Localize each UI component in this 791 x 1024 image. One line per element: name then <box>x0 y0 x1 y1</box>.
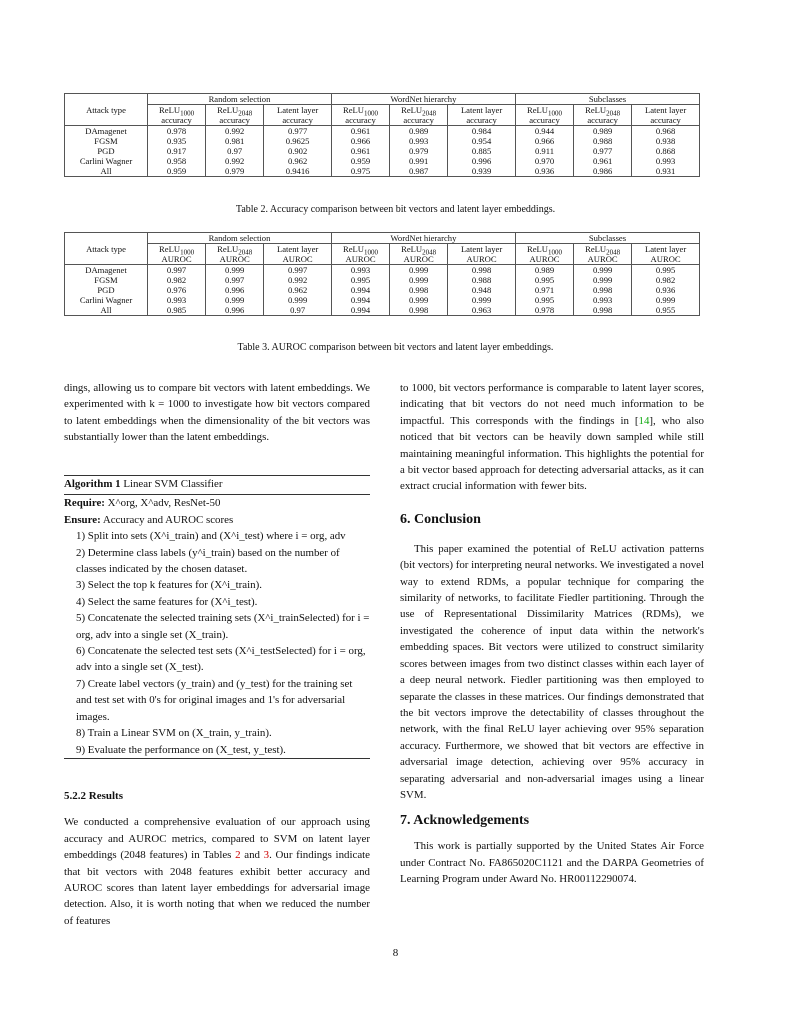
value-cell: 0.985 <box>148 305 206 316</box>
value-cell: 0.931 <box>632 166 700 177</box>
value-cell: 0.993 <box>574 295 632 305</box>
table-ref-link[interactable]: 3 <box>263 849 270 862</box>
algorithm-step: 9) Evaluate the performance on (X_test, y_test). <box>76 743 286 756</box>
group-header: Random selection <box>148 233 332 244</box>
ensure-line: Ensure: Accuracy and AUROC scores <box>64 513 234 526</box>
algorithm-body <box>64 495 370 758</box>
col-subheader: accuracy <box>206 115 264 126</box>
col-header: Latent layer <box>264 105 332 116</box>
table-row <box>65 305 700 316</box>
value-cell: 0.902 <box>264 146 332 156</box>
col-header: ReLU$_{2048}$ <box>390 244 448 255</box>
require-line: Require: X^org, X^adv, ResNet-50 <box>64 497 221 510</box>
value-cell: 0.961 <box>331 146 389 156</box>
attack-type-cell: PGD <box>65 146 148 156</box>
value-cell: 0.986 <box>574 166 632 177</box>
attack-type-header: Attack type <box>65 233 148 265</box>
value-cell: 0.9625 <box>264 136 332 146</box>
attack-type-cell: Carlini Wagner <box>65 156 148 166</box>
table-row <box>65 156 700 166</box>
value-cell: 0.987 <box>390 166 448 177</box>
table-row <box>65 265 700 276</box>
value-cell: 0.978 <box>148 126 206 137</box>
value-cell: 0.992 <box>264 275 332 285</box>
value-cell: 0.995 <box>515 295 573 305</box>
page-number: 8 <box>392 947 399 959</box>
group-header: WordNet hierarchy <box>331 94 515 105</box>
results-paragraph: We conducted a comprehensive evaluation of our approach using accuracy and AUROC metrics, compared to SVM on latent layer embeddings (2048 features) in Tables 2 and 3. Our findings indicate that bit vectors with 2048 features exhibit better accuracy and AUROC scores than latent layer embeddings for adversarial image detection. Also, it is worth noting that when we reduced the number of features <box>64 816 371 927</box>
value-cell: 0.994 <box>331 285 389 295</box>
value-cell: 0.996 <box>206 285 264 295</box>
value-cell: 0.999 <box>390 275 448 285</box>
table-row <box>65 166 700 177</box>
group-header: Subclasses <box>515 233 699 244</box>
algorithm-box <box>64 475 370 759</box>
col-subheader: AUROC <box>264 254 332 265</box>
value-cell: 0.999 <box>448 295 516 305</box>
col-subheader: AUROC <box>148 254 206 265</box>
value-cell: 0.991 <box>390 156 448 166</box>
col-header: ReLU$_{2048}$ <box>206 105 264 116</box>
col-subheader: accuracy <box>515 115 573 126</box>
col-subheader: accuracy <box>574 115 632 126</box>
col-header: Latent layer <box>448 105 516 116</box>
col-subheader: accuracy <box>632 115 700 126</box>
value-cell: 0.961 <box>574 156 632 166</box>
value-cell: 0.975 <box>331 166 389 177</box>
value-cell: 0.936 <box>515 166 573 177</box>
table-row <box>65 136 700 146</box>
value-cell: 0.993 <box>390 136 448 146</box>
value-cell: 0.998 <box>574 305 632 316</box>
value-cell: 0.939 <box>448 166 516 177</box>
value-cell: 0.995 <box>515 275 573 285</box>
algorithm-step: 2) Determine class labels (y^i_train) based on the number of classes indicated by the chosen dataset. <box>76 546 340 576</box>
table-2 <box>64 93 700 177</box>
table-row <box>65 275 700 285</box>
value-cell: 0.982 <box>632 275 700 285</box>
table-3-caption: Table 3. AUROC comparison between bit vectors and latent layer embeddings. <box>237 342 554 353</box>
algorithm-step: 5) Concatenate the selected training sets (X^i_trainSelected) for i = org, adv into a single set (X_train). <box>76 612 370 641</box>
value-cell: 0.978 <box>515 305 573 316</box>
value-cell: 0.998 <box>574 285 632 295</box>
col-subheader: accuracy <box>264 115 332 126</box>
value-cell: 0.944 <box>515 126 573 137</box>
attack-type-cell: FGSM <box>65 136 148 146</box>
value-cell: 0.968 <box>632 126 700 137</box>
col-header: Latent layer <box>632 105 700 116</box>
table-row <box>65 146 700 156</box>
value-cell: 0.999 <box>574 265 632 276</box>
right-paragraph: to 1000, bit vectors performance is comparable to latent layer scores, indicating that bit vectors do not need much information to be impactful. This corresponds with the findings in [14], who also noticed that bit vectors can be heavily down sampled while still maintaining meaningful information. This highlights the potential for a bit vector based approach for detecting adversarial attacks, as it can extract crucial information with fewer bits. <box>400 382 704 493</box>
col-subheader: accuracy <box>390 115 448 126</box>
conclusion-heading: 6. Conclusion <box>400 511 481 527</box>
value-cell: 0.966 <box>331 136 389 146</box>
value-cell: 0.97 <box>206 146 264 156</box>
col-subheader: AUROC <box>448 254 516 265</box>
value-cell: 0.989 <box>390 126 448 137</box>
value-cell: 0.982 <box>148 275 206 285</box>
col-header: ReLU$_{2048}$ <box>574 105 632 116</box>
col-header: ReLU$_{1000}$ <box>331 105 389 116</box>
value-cell: 0.936 <box>632 285 700 295</box>
col-subheader: accuracy <box>331 115 389 126</box>
value-cell: 0.999 <box>264 295 332 305</box>
ack-heading: 7. Acknowledgements <box>400 813 530 829</box>
table-row <box>65 126 700 137</box>
value-cell: 0.997 <box>148 265 206 276</box>
value-cell: 0.993 <box>331 265 389 276</box>
value-cell: 0.917 <box>148 146 206 156</box>
col-header: ReLU$_{2048}$ <box>390 105 448 116</box>
value-cell: 0.962 <box>264 156 332 166</box>
table-ref-link[interactable]: 2 <box>235 849 241 862</box>
value-cell: 0.998 <box>448 265 516 276</box>
col-subheader: AUROC <box>331 254 389 265</box>
value-cell: 0.996 <box>448 156 516 166</box>
value-cell: 0.994 <box>331 305 389 316</box>
algorithm-step: 3) Select the top k features for (X^i_train). <box>76 579 262 592</box>
value-cell: 0.970 <box>515 156 573 166</box>
algorithm-step: 6) Concatenate the selected test sets (X^i_testSelected) for i = org, adv into a single set (X_test). <box>76 645 366 674</box>
ack-paragraph: This work is partially supported by the United States Air Force under Contract No. FA865020C1121 and the DARPA Geometries of Learning Program under Award No. HR00112290074. <box>400 840 704 886</box>
value-cell: 0.998 <box>390 285 448 295</box>
table-2-caption: Table 2. Accuracy comparison between bit vectors and latent layer embeddings. <box>235 204 556 215</box>
value-cell: 0.977 <box>264 126 332 137</box>
col-header: ReLU$_{1000}$ <box>148 244 206 255</box>
attack-type-cell: PGD <box>65 285 148 295</box>
table-3 <box>64 232 700 316</box>
attack-type-cell: FGSM <box>65 275 148 285</box>
value-cell: 0.962 <box>264 285 332 295</box>
algorithm-step: 1) Split into sets (X^i_train) and (X^i_test) where i = org, adv <box>76 530 346 543</box>
citation-link[interactable]: 14 <box>638 414 650 427</box>
value-cell: 0.954 <box>448 136 516 146</box>
conclusion-paragraph: This paper examined the potential of ReLU activation patterns (bit vectors) for interpreting neural networks. We investigated a novel way to extend RDMs, a popular technique for comparing the similarity of networks, to facilitate Fiedler partitioning. Through the use of Representational Dissimilarity Matrices (RDMs), we investigated the coherence of input data within the network's embedding spaces. Bit vectors were utilized to construct similarity scores between images from two distinct classes within each layer of a deep neural network. Fiedler partitioning was then employed to separate the classes in these matrices. Our findings demonstrated that the bit vectors improve the detectability of classes throughout the network, with the final ReLU layer achieving over 95% separation accuracy. Furthermore, we showed that bit vectors are effective in adversarial image detection, achieving over 95% accuracy in separating adversarial and non-adversarial images using a linear SVM. <box>400 542 704 801</box>
value-cell: 0.992 <box>206 126 264 137</box>
value-cell: 0.9416 <box>264 166 332 177</box>
attack-type-cell: DAmagenet <box>65 265 148 276</box>
value-cell: 0.989 <box>515 265 573 276</box>
attack-type-cell: All <box>65 305 148 316</box>
value-cell: 0.994 <box>331 295 389 305</box>
value-cell: 0.988 <box>448 275 516 285</box>
attack-type-cell: All <box>65 166 148 177</box>
value-cell: 0.993 <box>632 156 700 166</box>
left-intro <box>64 380 370 446</box>
value-cell: 0.97 <box>264 305 332 316</box>
value-cell: 0.868 <box>632 146 700 156</box>
results-section <box>64 788 370 929</box>
value-cell: 0.977 <box>574 146 632 156</box>
value-cell: 0.999 <box>206 295 264 305</box>
value-cell: 0.959 <box>148 166 206 177</box>
table-row <box>65 295 700 305</box>
value-cell: 0.963 <box>448 305 516 316</box>
value-cell: 0.999 <box>390 265 448 276</box>
value-cell: 0.911 <box>515 146 573 156</box>
col-header: Latent layer <box>632 244 700 255</box>
col-header: ReLU$_{1000}$ <box>331 244 389 255</box>
value-cell: 0.999 <box>206 265 264 276</box>
value-cell: 0.981 <box>206 136 264 146</box>
value-cell: 0.979 <box>390 146 448 156</box>
value-cell: 0.948 <box>448 285 516 295</box>
right-column <box>400 380 704 888</box>
value-cell: 0.938 <box>632 136 700 146</box>
col-subheader: accuracy <box>448 115 516 126</box>
col-header: ReLU$_{1000}$ <box>148 105 206 116</box>
col-header: Latent layer <box>264 244 332 255</box>
value-cell: 0.993 <box>148 295 206 305</box>
value-cell: 0.999 <box>390 295 448 305</box>
value-cell: 0.995 <box>632 265 700 276</box>
value-cell: 0.984 <box>448 126 516 137</box>
col-subheader: AUROC <box>206 254 264 265</box>
value-cell: 0.999 <box>574 275 632 285</box>
col-subheader: AUROC <box>515 254 573 265</box>
algorithm-step: 8) Train a Linear SVM on (X_train, y_train). <box>76 727 272 740</box>
col-header: ReLU$_{1000}$ <box>515 244 573 255</box>
attack-type-cell: Carlini Wagner <box>65 295 148 305</box>
col-header: Latent layer <box>448 244 516 255</box>
col-header: ReLU$_{2048}$ <box>574 244 632 255</box>
value-cell: 0.999 <box>632 295 700 305</box>
value-cell: 0.976 <box>148 285 206 295</box>
results-heading: 5.2.2 Results <box>64 790 123 802</box>
col-subheader: accuracy <box>148 115 206 126</box>
value-cell: 0.971 <box>515 285 573 295</box>
value-cell: 0.966 <box>515 136 573 146</box>
value-cell: 0.992 <box>206 156 264 166</box>
value-cell: 0.997 <box>264 265 332 276</box>
algorithm-step: 7) Create label vectors (y_train) and (y_test) for the training set and test set with 0's for original images and 1's for adversarial images. <box>76 677 353 723</box>
table-row <box>65 285 700 295</box>
value-cell: 0.955 <box>632 305 700 316</box>
value-cell: 0.935 <box>148 136 206 146</box>
value-cell: 0.996 <box>206 305 264 316</box>
value-cell: 0.989 <box>574 126 632 137</box>
col-header: ReLU$_{2048}$ <box>206 244 264 255</box>
col-header: ReLU$_{1000}$ <box>515 105 573 116</box>
group-header: WordNet hierarchy <box>331 233 515 244</box>
attack-type-cell: DAmagenet <box>65 126 148 137</box>
value-cell: 0.979 <box>206 166 264 177</box>
value-cell: 0.998 <box>390 305 448 316</box>
algorithm-step: 4) Select the same features for (X^i_test). <box>76 595 258 608</box>
value-cell: 0.961 <box>331 126 389 137</box>
algorithm-title: Algorithm 1 Linear SVM Classifier <box>64 476 370 495</box>
value-cell: 0.885 <box>448 146 516 156</box>
value-cell: 0.988 <box>574 136 632 146</box>
intro-paragraph: dings, allowing us to compare bit vectors with latent embeddings. We experimented with k = 1000 to investigate how bit vectors compared to latent embeddings when the dimensionality of the bit vectors was substantially lower than the latent embeddings. <box>64 382 370 444</box>
value-cell: 0.959 <box>331 156 389 166</box>
group-header: Subclasses <box>515 94 699 105</box>
col-subheader: AUROC <box>632 254 700 265</box>
value-cell: 0.997 <box>206 275 264 285</box>
value-cell: 0.958 <box>148 156 206 166</box>
value-cell: 0.995 <box>331 275 389 285</box>
attack-type-header: Attack type <box>65 94 148 126</box>
col-subheader: AUROC <box>574 254 632 265</box>
col-subheader: AUROC <box>390 254 448 265</box>
group-header: Random selection <box>148 94 332 105</box>
